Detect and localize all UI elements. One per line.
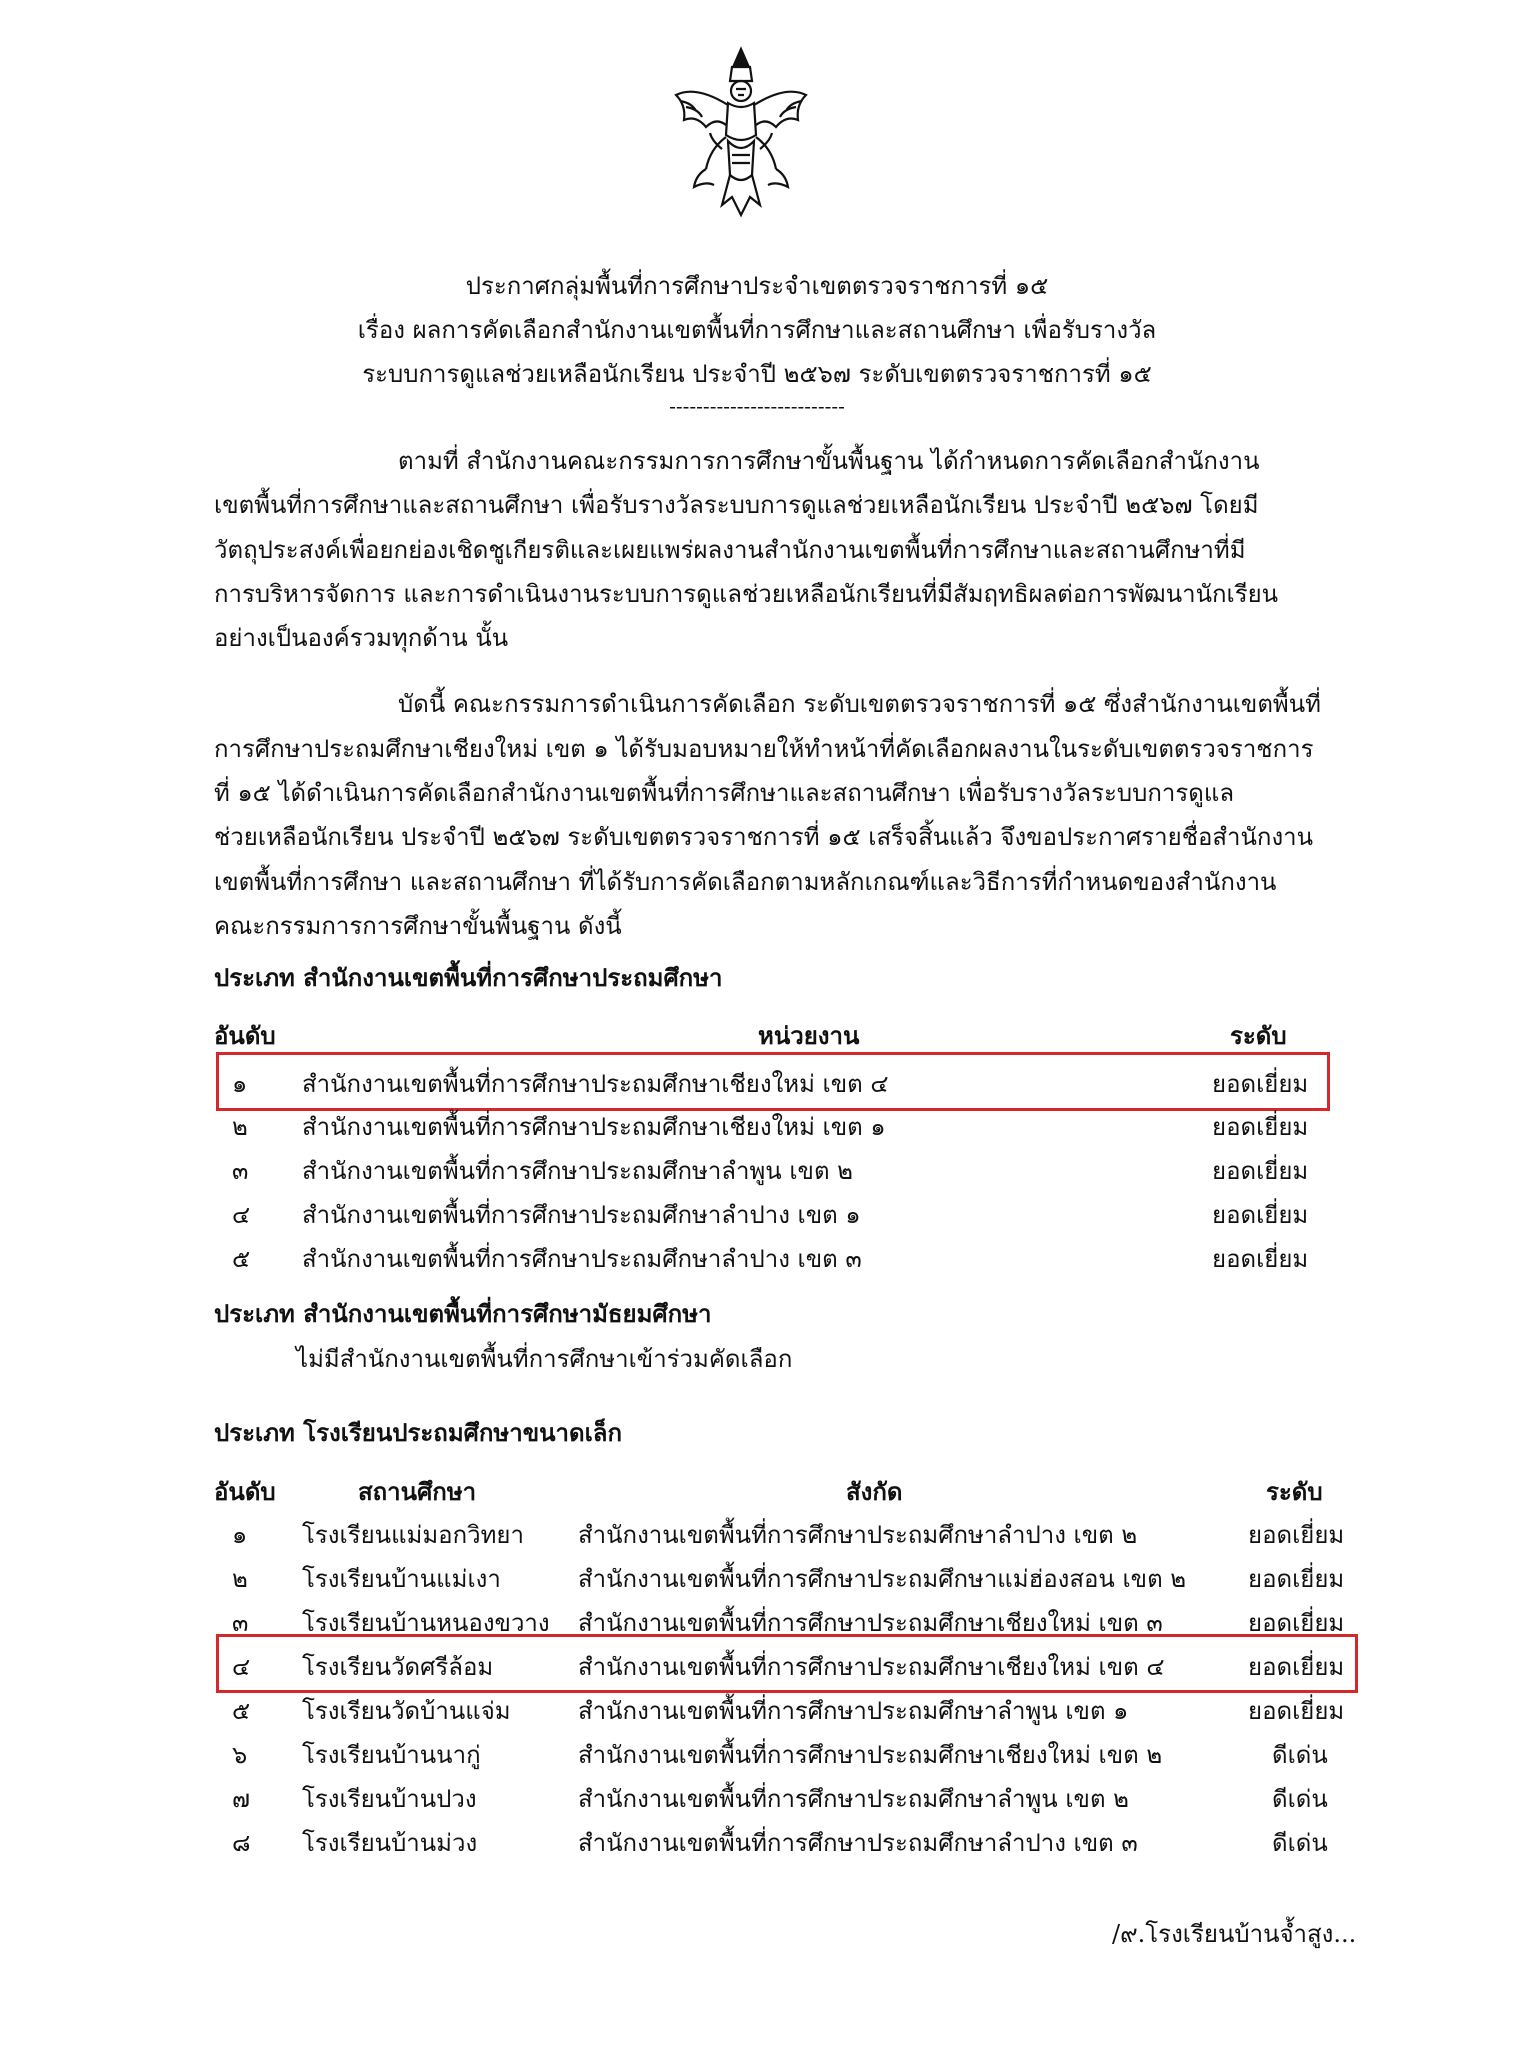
section3-row-office: สำนักงานเขตพื้นที่การศึกษาประถมศึกษาลำปาง เขต ๒ [578,1521,1138,1549]
section3-row-school: โรงเรียนบ้านม่วง [302,1829,478,1857]
section3-row-rank: ๒ [232,1565,248,1593]
paragraph2-line: ที่ ๑๕ ได้ดำเนินการคัดเลือกสำนักงานเขตพื้นที่การศึกษาและสถานศึกษา เพื่อรับรางวัลระบบการดูแล [214,779,1235,807]
section3-row-school: โรงเรียนบ้านปวง [302,1785,477,1813]
paragraph1-line: ตามที่ สำนักงานคณะกรรมการการศึกษาขั้นพื้นฐาน ได้กำหนดการคัดเลือกสำนักงาน [398,447,1260,475]
section1-row-unit: สำนักงานเขตพื้นที่การศึกษาประถมศึกษาเชียงใหม่ เขต ๑ [302,1113,886,1141]
section1-heading: ประเภท สำนักงานเขตพื้นที่การศึกษาประถมศึกษา [214,963,723,992]
section3-heading: ประเภท โรงเรียนประถมศึกษาขนาดเล็ก [214,1418,623,1447]
section3-row-school: โรงเรียนวัดบ้านแจ่ม [302,1697,511,1725]
section1-row-unit: สำนักงานเขตพื้นที่การศึกษาประถมศึกษาลำปาง เขต ๓ [302,1245,862,1273]
paragraph2-line: การศึกษาประถมศึกษาเชียงใหม่ เขต ๑ ได้รับมอบหมายให้ทำหน้าที่คัดเลือกผลงานในระดับเขตตรวจราชการ [214,735,1314,763]
section3-row-rank: ๕ [232,1697,251,1725]
paragraph1-line: การบริหารจัดการ และการดำเนินงานระบบการดูแลช่วยเหลือนักเรียนที่มีสัมฤทธิผลต่อการพัฒนานักเรียน [214,580,1279,608]
section3-row-office: สำนักงานเขตพื้นที่การศึกษาประถมศึกษาเชียงใหม่ เขต ๔ [578,1653,1165,1681]
section3-row-level: ดีเด่น [1272,1785,1328,1813]
section1-col-rank: อันดับ [214,1021,276,1050]
section1-col-level: ระดับ [1230,1021,1287,1050]
section1-row-level: ยอดเยี่ยม [1212,1070,1309,1098]
paragraph2-line: ช่วยเหลือนักเรียน ประจำปี ๒๕๖๗ ระดับเขตตรวจราชการที่ ๑๕ เสร็จสิ้นแล้ว จึงขอประกาศรายชื่อสำนักงาน [214,823,1314,851]
section3-col-rank: อันดับ [214,1477,276,1506]
section1-row-rank: ๕ [232,1245,251,1273]
section3-row-rank: ๗ [232,1785,251,1813]
section1-col-unit: หน่วยงาน [758,1021,860,1050]
section3-col-office: สังกัด [846,1477,903,1506]
section3-row-rank: ๓ [232,1609,249,1637]
section3-row-level: ดีเด่น [1272,1741,1328,1769]
section3-row-level: ดีเด่น [1272,1829,1328,1857]
section3-row-rank: ๖ [232,1741,248,1769]
section3-row-rank: ๔ [232,1653,251,1681]
section3-row-level: ยอดเยี่ยม [1248,1697,1345,1725]
section3-row-office: สำนักงานเขตพื้นที่การศึกษาประถมศึกษาแม่ฮ่องสอน เขต ๒ [578,1565,1187,1593]
continuation-note: /๙.โรงเรียนบ้านจ้ำสูง... [1112,1920,1357,1948]
section2-heading: ประเภท สำนักงานเขตพื้นที่การศึกษามัธยมศึกษา [214,1299,712,1328]
paragraph2-line: บัดนี้ คณะกรรมการดำเนินการคัดเลือก ระดับเขตตรวจราชการที่ ๑๕ ซึ่งสำนักงานเขตพื้นที่ [398,690,1321,718]
section3-col-level: ระดับ [1266,1477,1323,1506]
section3-row-rank: ๘ [232,1829,251,1857]
garuda-emblem-icon [666,45,816,225]
section3-row-office: สำนักงานเขตพื้นที่การศึกษาประถมศึกษาเชียงใหม่ เขต ๒ [578,1741,1163,1769]
section3-row-school: โรงเรียนบ้านหนองขวาง [302,1609,550,1637]
section2-note: ไม่มีสำนักงานเขตพื้นที่การศึกษาเข้าร่วมคัดเลือก [296,1345,793,1373]
section1-row-level: ยอดเยี่ยม [1212,1157,1309,1185]
section1-row-level: ยอดเยี่ยม [1212,1245,1309,1273]
section3-row-school: โรงเรียนวัดศรีล้อม [302,1653,494,1681]
announcement-title-line1: ประกาศกลุ่มพื้นที่การศึกษาประจำเขตตรวจราชการที่ ๑๕ [465,272,1049,300]
title-divider: -------------------------- [669,394,845,418]
paragraph1-line: เขตพื้นที่การศึกษาและสถานศึกษา เพื่อรับรางวัลระบบการดูแลช่วยเหลือนักเรียน ประจำปี ๒๕๖๗ โดยมี [214,491,1259,519]
section1-row-unit: สำนักงานเขตพื้นที่การศึกษาประถมศึกษาลำปาง เขต ๑ [302,1201,861,1229]
section3-row-school: โรงเรียนบ้านแม่เงา [302,1565,501,1593]
section3-col-school: สถานศึกษา [358,1477,477,1506]
section1-row-unit: สำนักงานเขตพื้นที่การศึกษาประถมศึกษาลำพูน เขต ๒ [302,1157,853,1185]
section1-row-rank: ๓ [232,1157,249,1185]
paragraph2-line: เขตพื้นที่การศึกษา และสถานศึกษา ที่ได้รับการคัดเลือกตามหลักเกณฑ์และวิธีการที่กำหนดของสำนักงาน [214,868,1277,896]
paragraph1-line: วัตถุประสงค์เพื่อยกย่องเชิดชูเกียรติและเผยแพร่ผลงานสำนักงานเขตพื้นที่การศึกษาและสถานศึกษาที่มี [214,536,1246,564]
section3-row-level: ยอดเยี่ยม [1248,1521,1345,1549]
section1-row-level: ยอดเยี่ยม [1212,1113,1309,1141]
section3-row-office: สำนักงานเขตพื้นที่การศึกษาประถมศึกษาลำปาง เขต ๓ [578,1829,1138,1857]
section3-row-level: ยอดเยี่ยม [1248,1609,1345,1637]
section1-row-unit: สำนักงานเขตพื้นที่การศึกษาประถมศึกษาเชียงใหม่ เขต ๔ [302,1070,889,1098]
announcement-title-line2: เรื่อง ผลการคัดเลือกสำนักงานเขตพื้นที่การศึกษาและสถานศึกษา เพื่อรับรางวัล [357,316,1157,344]
paragraph1-line: อย่างเป็นองค์รวมทุกด้าน นั้น [214,624,509,652]
section1-row-level: ยอดเยี่ยม [1212,1201,1309,1229]
announcement-title-line3: ระบบการดูแลช่วยเหลือนักเรียน ประจำปี ๒๕๖๗ ระดับเขตตรวจราชการที่ ๑๕ [362,360,1152,388]
section3-row-office: สำนักงานเขตพื้นที่การศึกษาประถมศึกษาลำพูน เขต ๑ [578,1697,1129,1725]
section3-row-rank: ๑ [232,1521,248,1549]
section1-row-rank: ๑ [232,1070,248,1098]
section3-row-school: โรงเรียนบ้านนากู่ [302,1741,481,1769]
section3-row-office: สำนักงานเขตพื้นที่การศึกษาประถมศึกษาลำพูน เขต ๒ [578,1785,1129,1813]
section3-row-level: ยอดเยี่ยม [1248,1653,1345,1681]
paragraph2-line: คณะกรรมการการศึกษาขั้นพื้นฐาน ดังนี้ [214,912,622,940]
section3-row-school: โรงเรียนแม่มอกวิทยา [302,1521,524,1549]
section3-row-office: สำนักงานเขตพื้นที่การศึกษาประถมศึกษาเชียงใหม่ เขต ๓ [578,1609,1163,1637]
section1-row-rank: ๔ [232,1201,251,1229]
section1-row-rank: ๒ [232,1113,248,1141]
section3-row-level: ยอดเยี่ยม [1248,1565,1345,1593]
